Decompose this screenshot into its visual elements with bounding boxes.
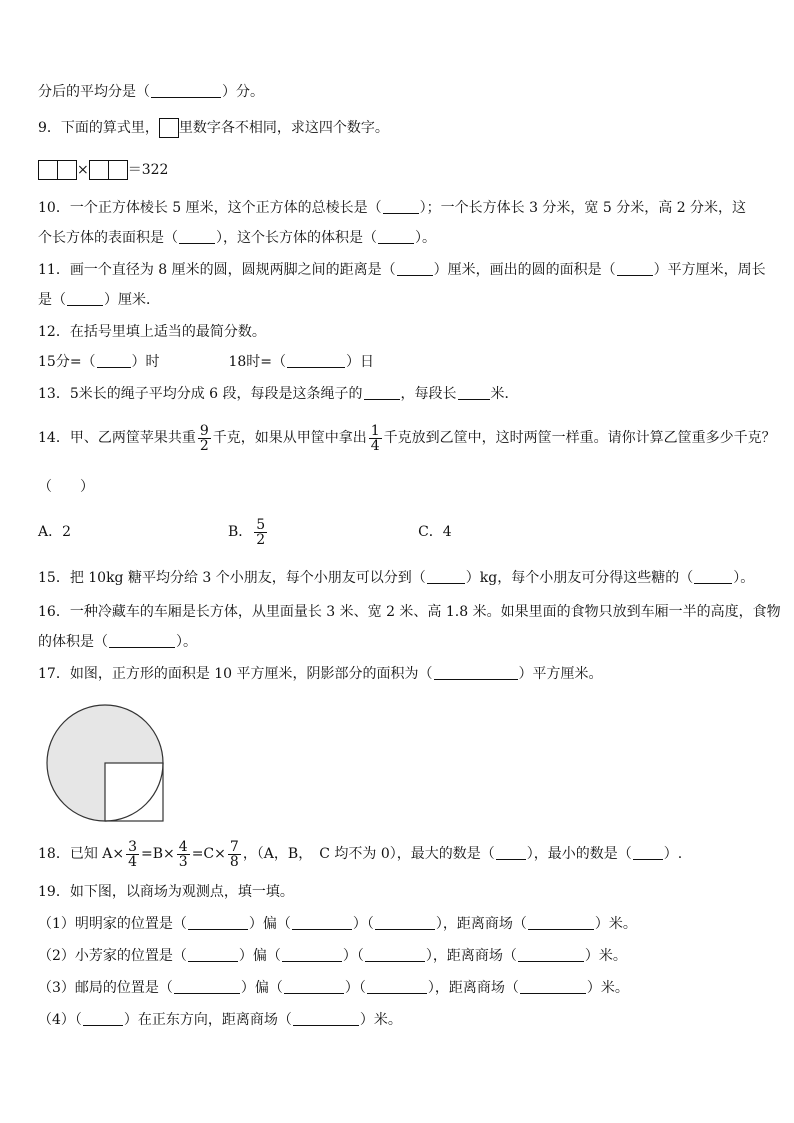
q15-text: 15．把 10kg 糖平均分给 3 个小朋友，每个小朋友可以分到（ [38, 570, 426, 586]
q18-text: ）. [663, 846, 683, 862]
answer-blank[interactable] [427, 569, 465, 584]
q19-sub2 [38, 946, 627, 966]
q16-line2 [38, 632, 197, 652]
q18-question [38, 836, 682, 872]
numerator: 3 [128, 838, 138, 855]
q19-text: （2）小芳家的位置是（ [38, 948, 187, 964]
q19-text: ）（ [342, 948, 364, 964]
q14-text: 14．甲、乙两筐苹果共重 [38, 430, 196, 446]
q11-line2 [38, 290, 160, 310]
q9-equation [38, 160, 168, 180]
digit-box[interactable] [108, 160, 128, 180]
q9-question [38, 118, 389, 138]
answer-blank[interactable] [397, 261, 433, 276]
q18-text: 18．已知 A× [38, 846, 125, 862]
q14-answer-paren [38, 477, 94, 497]
answer-blank[interactable] [617, 261, 653, 276]
q19-text: ）米。 [584, 948, 627, 964]
answer-blank[interactable] [378, 229, 414, 244]
q16-text: 的体积是（ [38, 634, 108, 650]
q8-tail [38, 82, 264, 102]
q10-text: ）；一个长方体长 3 分米，宽 5 分米，高 2 分米，这 [419, 200, 747, 216]
q15-question [38, 568, 754, 588]
denominator: 4 [128, 853, 138, 870]
answer-blank[interactable] [109, 633, 175, 648]
denominator: 3 [178, 853, 188, 870]
q11-line1 [38, 260, 766, 280]
fraction [177, 840, 190, 869]
q19-text: ），距离商场（ [435, 916, 527, 932]
q10-line2 [38, 228, 436, 248]
digit-box[interactable] [89, 160, 109, 180]
q10-text: ），这个长方体的体积是（ [216, 230, 377, 246]
q19-text: （1）明明家的位置是（ [38, 916, 187, 932]
q19-text: ）偏（ [240, 980, 283, 996]
q19-text: ）偏（ [248, 916, 291, 932]
fraction [254, 518, 267, 547]
option-a[interactable]: A．2 [38, 524, 72, 540]
answer-blank[interactable] [179, 229, 215, 244]
q19-text: ）米。 [359, 1012, 402, 1028]
q19-text: ），距离商场（ [425, 948, 517, 964]
q12-b-text: 18时=（ [228, 354, 286, 370]
answer-blank[interactable] [97, 353, 131, 368]
q19-sub4 [38, 1010, 402, 1030]
answer-blank[interactable] [188, 915, 248, 930]
q15-text: ）kg，每个小朋友可分得这些糖的（ [465, 570, 694, 586]
q9-text: 9．下面的算式里， [38, 120, 159, 136]
q18-text: ），最小的数是（ [526, 846, 632, 862]
answer-blank[interactable] [293, 1011, 359, 1026]
q16-text: 16．一种冷藏车的车厢是长方体，从里面量长 3 米、宽 2 米、高 1.8 米。如果里面的食物只放到车厢一半的高度，食物 [38, 604, 781, 620]
answer-blank[interactable] [375, 915, 435, 930]
q10-text: 10．一个正方体棱长 5 厘米，这个正方体的总棱长是（ [38, 200, 382, 216]
q13-text: 米． [490, 386, 519, 402]
digit-box-sample [159, 118, 179, 138]
q12-a-text: ）时 [131, 354, 160, 370]
denominator: 8 [229, 853, 239, 870]
q19-text: ），距离商场（ [427, 980, 519, 996]
q8-text-end: ）分。 [222, 84, 264, 100]
numerator: 4 [178, 838, 188, 855]
denominator: 2 [256, 531, 266, 548]
option-c[interactable]: C．4 [418, 524, 452, 540]
fraction [126, 840, 139, 869]
q8-text: 分后的平均分是（ [38, 84, 150, 100]
q11-text: 11．画一个直径为 8 厘米的圆，圆规两脚之间的距离是（ [38, 262, 396, 278]
q11-text: ）平方厘米，周长 [653, 262, 766, 278]
q19-text: （3）邮局的位置是（ [38, 980, 173, 996]
q17-text: 17．如图，正方形的面积是 10 平方厘米，阴影部分的面积为（ [38, 666, 433, 682]
q17-question [38, 664, 603, 684]
q12-items [38, 352, 374, 372]
answer-blank[interactable] [518, 947, 584, 962]
digit-box[interactable] [57, 160, 77, 180]
answer-blank[interactable] [284, 979, 344, 994]
q13-text: 13．5米长的绳子平均分成 6 段，每段是这条绳子的 [38, 386, 363, 402]
q14-question [38, 420, 776, 456]
q11-text: 是（ [38, 292, 66, 308]
q19-text: 19．如下图，以商场为观测点，填一填。 [38, 884, 294, 900]
q18-text: ，（A，B， C 均不为 0），最大的数是（ [242, 846, 495, 862]
q15-text: ）。 [733, 570, 755, 586]
circle-square-figure [44, 702, 174, 826]
q9-text-end: 里数字各不相同，求这四个数字。 [178, 120, 389, 136]
digit-box[interactable] [38, 160, 58, 180]
answer-blank[interactable] [287, 353, 345, 368]
answer-blank[interactable] [188, 947, 238, 962]
q19-text: ）在正东方向，距离商场（ [123, 1012, 292, 1028]
answer-blank[interactable] [83, 1011, 123, 1026]
answer-blank[interactable] [174, 979, 240, 994]
denominator: 4 [370, 437, 380, 454]
answer-blank[interactable] [633, 845, 663, 860]
q16-line1 [38, 602, 781, 622]
q10-text: 个长方体的表面积是（ [38, 230, 178, 246]
answer-blank[interactable] [496, 845, 526, 860]
q10-line1 [38, 198, 746, 218]
q11-text: ）厘米，画出的圆的面积是（ [433, 262, 616, 278]
option-b-label: B． [227, 524, 253, 540]
fraction [228, 840, 241, 869]
answer-blank[interactable] [694, 569, 732, 584]
q17-text: ）平方厘米。 [518, 666, 603, 682]
q12-a-text: 15分=（ [38, 354, 96, 370]
numerator: 7 [229, 838, 239, 855]
answer-blank[interactable] [528, 915, 594, 930]
numerator: 9 [199, 422, 209, 439]
answer-blank[interactable] [151, 83, 221, 98]
q19-text: ）米。 [586, 980, 629, 996]
square [105, 763, 163, 821]
answer-blank[interactable] [365, 947, 425, 962]
answer-blank[interactable] [383, 199, 419, 214]
choice-blank[interactable]: （ ） [38, 479, 94, 495]
answer-blank[interactable] [282, 947, 342, 962]
q19-sub3 [38, 978, 629, 998]
q19-question [38, 882, 294, 902]
q14-text: 千克放到乙筐中，这时两筐一样重。请你计算乙筐重多少千克？ [383, 430, 776, 446]
q19-text: ）（ [352, 916, 374, 932]
answer-blank[interactable] [67, 291, 103, 306]
q10-text: ）。 [415, 230, 436, 246]
times-sign: × [77, 162, 89, 178]
q19-text: ）偏（ [238, 948, 281, 964]
q14-text: 千克，如果从甲筐中拿出 [212, 430, 367, 446]
fraction [198, 424, 211, 453]
option-b[interactable] [227, 516, 269, 548]
denominator: 2 [199, 437, 209, 454]
answer-blank[interactable] [434, 665, 518, 680]
q18-text: =C× [191, 846, 226, 862]
q19-text: ）（ [344, 980, 366, 996]
q19-text: ）米。 [594, 916, 637, 932]
answer-blank[interactable] [364, 385, 400, 400]
numerator: 1 [370, 422, 380, 439]
q12-b-text: ）日 [346, 354, 374, 370]
q11-text: ）厘米． [104, 292, 160, 308]
q12-text: 12．在括号里填上适当的最简分数。 [38, 324, 266, 340]
answer-blank[interactable] [367, 979, 427, 994]
answer-blank[interactable] [520, 979, 586, 994]
numerator: 5 [256, 516, 266, 533]
equation-result: ＝322 [127, 162, 169, 178]
fraction [369, 424, 382, 453]
answer-blank[interactable] [458, 385, 490, 400]
q19-text: （4）（ [38, 1012, 82, 1028]
q14-options [38, 514, 452, 550]
q16-text: ）。 [176, 634, 197, 650]
answer-blank[interactable] [292, 915, 352, 930]
q12-question [38, 322, 266, 342]
q19-sub1 [38, 914, 637, 934]
q18-text: =B× [141, 846, 175, 862]
q13-text: ，每段长 [400, 386, 457, 402]
q13-question [38, 384, 519, 404]
